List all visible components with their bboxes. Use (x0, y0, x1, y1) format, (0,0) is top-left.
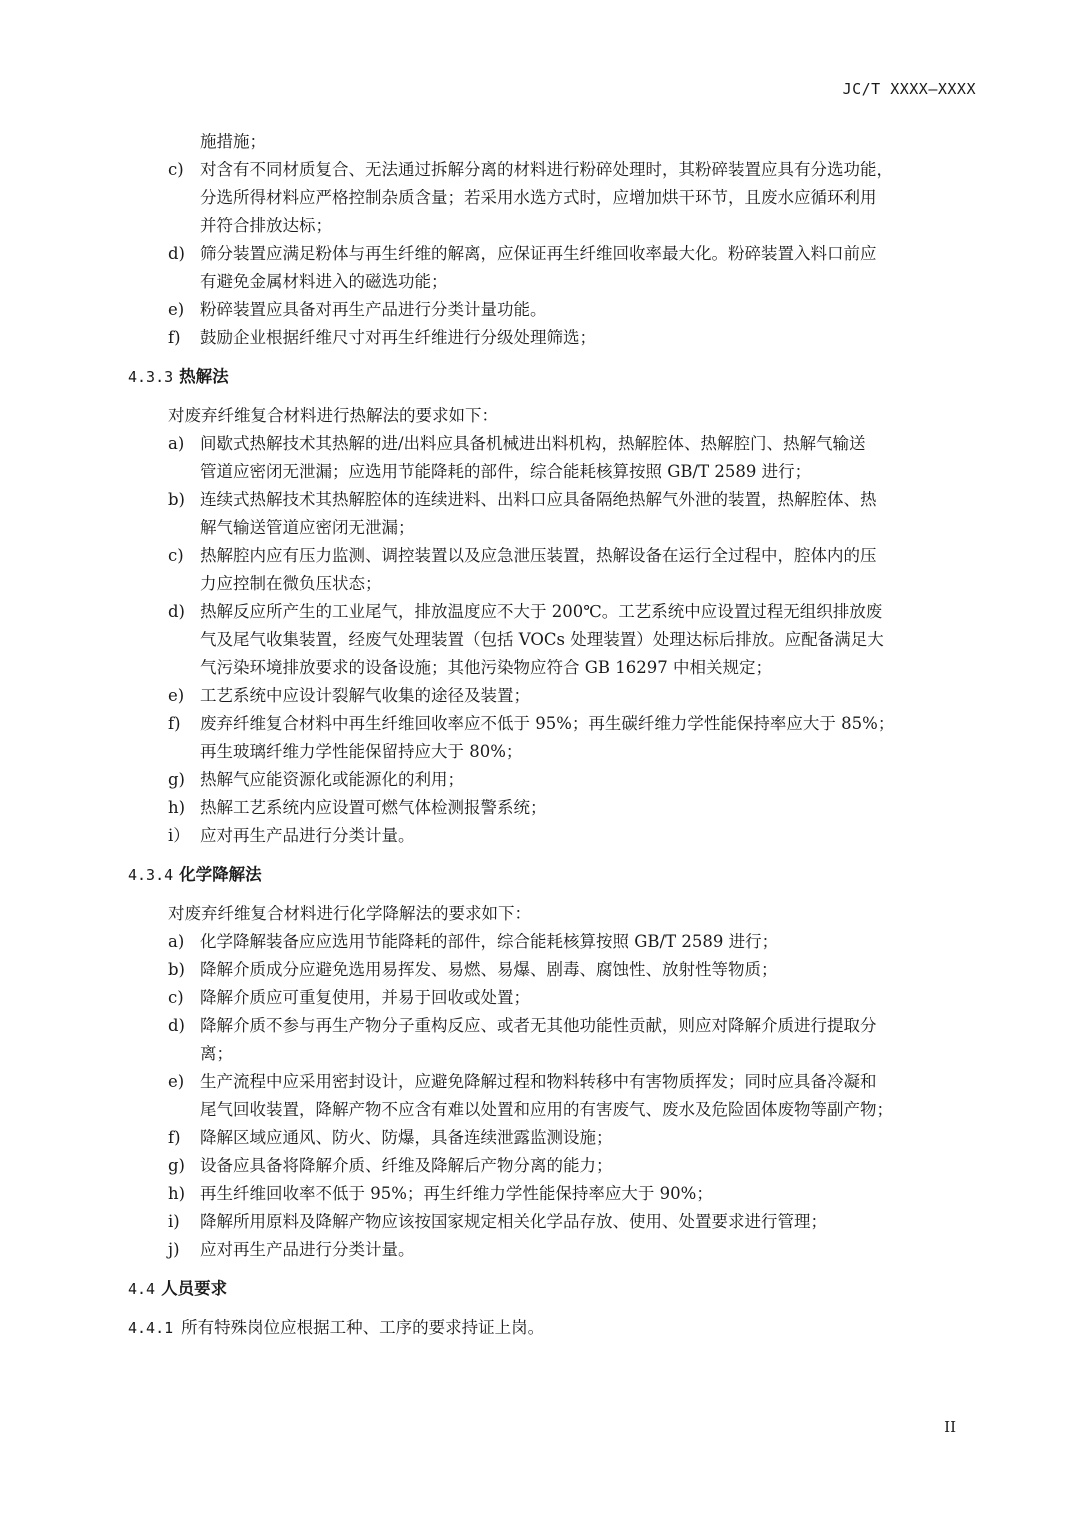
clause-text: 所有特殊岗位应根据工种、工序的要求持证上岗。 (181, 1318, 545, 1337)
continued-line: 施措施； (200, 132, 266, 151)
list-marker: j) (168, 1240, 180, 1259)
page-number: II (944, 1418, 956, 1436)
list-marker: i) (168, 1212, 180, 1231)
document-code: JC/T XXXX—XXXX (842, 80, 976, 98)
list-item-text: 降解介质不参与再生产物分子重构反应、或者无其他功能性贡献，则应对降解介质进行提取分 (200, 1016, 877, 1035)
list-item (128, 486, 978, 514)
list-marker (168, 738, 200, 766)
list-item (128, 296, 978, 324)
list-marker: c) (168, 546, 184, 565)
list-item-continuation (128, 184, 978, 212)
list-4-3-4-items (128, 928, 978, 1264)
list-item-continuation (128, 212, 978, 240)
list-item-text: 降解介质成分应避免选用易挥发、易燃、易爆、剧毒、腐蚀性、放射性等物质； (200, 960, 778, 979)
list-item-text: 并符合排放达标； (200, 216, 332, 235)
list-item (128, 710, 978, 738)
list-item-text: 降解介质应可重复使用，并易于回收或处置； (200, 988, 530, 1007)
list-item-text: 工艺系统中应设计裂解气收集的途径及装置； (200, 686, 530, 705)
list-marker (168, 268, 200, 296)
list-marker: h) (168, 798, 186, 817)
list-item-continuation (128, 738, 978, 766)
section-number: 4.3.4 (128, 866, 174, 884)
list-item (128, 1068, 978, 1096)
list-item-text: 筛分装置应满足粉体与再生纤维的解离，应保证再生纤维回收率最大化。粉碎装置入料口前应 (200, 244, 877, 263)
list-item-text: 应对再生产品进行分类计量。 (200, 826, 415, 845)
list-marker: e) (168, 1072, 185, 1091)
section-intro: 对废弃纤维复合材料进行热解法的要求如下： (168, 406, 498, 425)
list-item (128, 1152, 978, 1180)
section-number: 4.4 (128, 1280, 156, 1298)
list-marker: e) (168, 686, 185, 705)
list-marker: a) (168, 932, 185, 951)
list-item-text: 分选所得材料应严格控制杂质含量；若采用水选方式时，应增加烘干环节，且废水应循环利用 (200, 188, 877, 207)
list-item-continuation (128, 514, 978, 542)
list-prev-items (128, 156, 978, 352)
list-item-text: 尾气回收装置，降解产物不应含有难以处置和应用的有害废气、废水及危险固体废物等副产物； (200, 1100, 893, 1119)
list-marker: f) (168, 714, 181, 733)
clause-4-4-1 (128, 1314, 978, 1342)
list-marker (168, 1096, 200, 1124)
list-item-text: 热解气应能资源化或能源化的利用； (200, 770, 464, 789)
list-marker: e) (168, 300, 185, 319)
list-item-text: 化学降解装备应应选用节能降耗的部件，综合能耗核算按照 GB/T 2589 进行； (200, 932, 779, 951)
list-item (128, 542, 978, 570)
list-item-text: 降解所用原料及降解产物应该按国家规定相关化学品存放、使用、处置要求进行管理； (200, 1212, 827, 1231)
list-item (128, 1124, 978, 1152)
list-item-text: 热解腔内应有压力监测、调控装置以及应急泄压装置，热解设备在运行全过程中，腔体内的压 (200, 546, 877, 565)
list-item (128, 822, 978, 850)
list-marker (168, 212, 200, 240)
list-item-continuation (128, 1040, 978, 1068)
list-marker (168, 654, 200, 682)
list-marker: b) (168, 490, 185, 509)
list-item (128, 1208, 978, 1236)
section-number: 4.3.3 (128, 368, 174, 386)
list-marker: a) (168, 434, 185, 453)
list-marker: g) (168, 770, 185, 789)
section-title: 热解法 (179, 367, 229, 386)
section-title: 人员要求 (161, 1279, 228, 1298)
section-heading-4-4 (128, 1275, 978, 1303)
list-item (128, 682, 978, 710)
list-item-text: 降解区域应通风、防火、防爆，具备连续泄露监测设施； (200, 1128, 613, 1147)
list-item-continuation (128, 1096, 978, 1124)
list-item (128, 794, 978, 822)
list-item-text: 管道应密闭无泄漏；应选用节能降耗的部件，综合能耗核算按照 GB/T 2589 进行； (200, 462, 812, 481)
list-item-text: 生产流程中应采用密封设计，应避免降解过程和物料转移中有害物质挥发；同时应具备冷凝和 (200, 1072, 877, 1091)
list-item-text: 有避免金属材料进入的磁选功能； (200, 272, 448, 291)
list-marker: h) (168, 1184, 186, 1203)
list-item-text: 离； (200, 1044, 233, 1063)
list-marker: c) (168, 160, 184, 179)
list-marker: c) (168, 988, 184, 1007)
list-item (128, 766, 978, 794)
list-item (128, 956, 978, 984)
list-marker (168, 1040, 200, 1068)
list-marker: f) (168, 1128, 181, 1147)
list-marker: i） (168, 826, 190, 845)
list-item-text: 鼓励企业根据纤维尺寸对再生纤维进行分级处理筛选； (200, 328, 596, 347)
list-item-text: 气及尾气收集装置，经废气处理装置（包括 VOCs 处理装置）处理达标后排放。应配备满足大 (200, 630, 884, 649)
list-marker: d) (168, 1016, 185, 1035)
list-marker (168, 514, 200, 542)
list-marker: d) (168, 244, 185, 263)
list-item-text: 应对再生产品进行分类计量。 (200, 1240, 415, 1259)
list-item (128, 156, 978, 184)
list-item-continuation (128, 654, 978, 682)
list-item-continuation (128, 458, 978, 486)
list-marker (168, 626, 200, 654)
list-marker: f) (168, 328, 181, 347)
list-item-text: 再生玻璃纤维力学性能保留持应大于 80%； (200, 742, 523, 761)
list-item-text: 再生纤维回收率不低于 95%；再生纤维力学性能保持率应大于 90%； (200, 1184, 713, 1203)
section-intro: 对废弃纤维复合材料进行化学降解法的要求如下： (168, 904, 531, 923)
section-title: 化学降解法 (179, 865, 262, 884)
list-item (128, 984, 978, 1012)
list-item (128, 430, 978, 458)
list-item (128, 240, 978, 268)
list-marker: d) (168, 602, 185, 621)
list-item (128, 324, 978, 352)
list-marker: g) (168, 1156, 185, 1175)
list-marker (168, 458, 200, 486)
list-item-text: 热解工艺系统内应设置可燃气体检测报警系统； (200, 798, 547, 817)
clause-number: 4.4.1 (128, 1319, 174, 1337)
list-item (128, 1236, 978, 1264)
list-marker (168, 570, 200, 598)
section-heading-4-3-4 (128, 861, 978, 889)
list-item-text: 热解反应所产生的工业尾气，排放温度应不大于 200℃。工艺系统中应设置过程无组织排放废 (200, 602, 883, 621)
list-item (128, 928, 978, 956)
document-body (128, 128, 978, 1342)
list-4-3-3-items (128, 430, 978, 850)
list-marker: b) (168, 960, 185, 979)
list-item-text: 设备应具备将降解介质、纤维及降解后产物分离的能力； (200, 1156, 613, 1175)
list-item (128, 1012, 978, 1040)
list-item-text: 间歇式热解技术其热解的进/出料应具备机械进出料机构，热解腔体、热解腔门、热解气输送 (200, 434, 866, 453)
list-item-continuation (128, 268, 978, 296)
list-item-continuation (128, 570, 978, 598)
list-item-text: 连续式热解技术其热解腔体的连续进料、出料口应具备隔绝热解气外泄的装置，热解腔体、热 (200, 490, 877, 509)
list-item (128, 598, 978, 626)
list-marker (168, 184, 200, 212)
section-heading-4-3-3 (128, 363, 978, 391)
list-item-text: 解气输送管道应密闭无泄漏； (200, 518, 415, 537)
list-item-continuation (128, 626, 978, 654)
list-item (128, 1180, 978, 1208)
list-item-text: 废弃纤维复合材料中再生纤维回收率应不低于 95%；再生碳纤维力学性能保持率应大于 85%； (200, 714, 895, 733)
list-item-text: 对含有不同材质复合、无法通过拆解分离的材料进行粉碎处理时，其粉碎装置应具有分选功能， (200, 160, 893, 179)
list-item-text: 力应控制在微负压状态； (200, 574, 382, 593)
list-item-text: 气污染环境排放要求的设备设施；其他污染物应符合 GB 16297 中相关规定； (200, 658, 773, 677)
list-item-text: 粉碎装置应具备对再生产品进行分类计量功能。 (200, 300, 547, 319)
